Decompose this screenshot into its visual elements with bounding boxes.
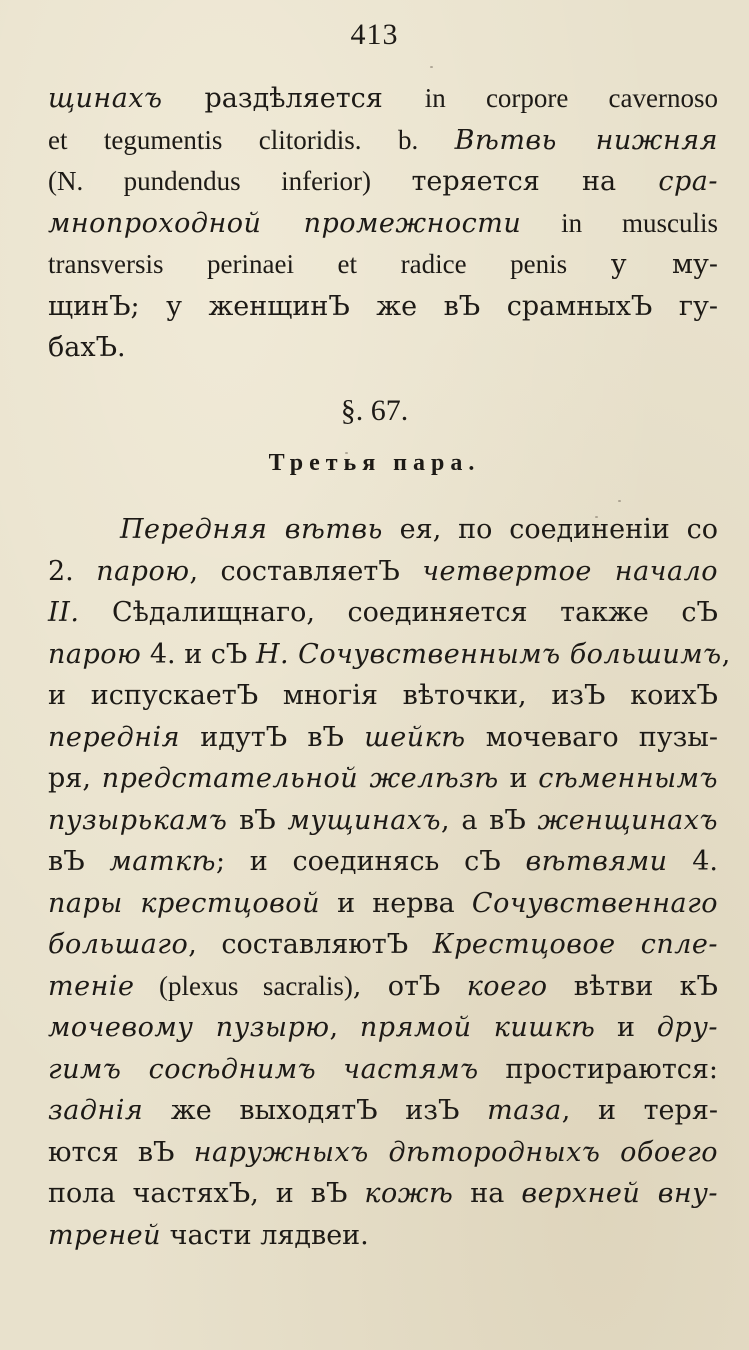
- italic-term: Вѣтвь нижняя: [454, 124, 718, 156]
- text-line: [48, 966, 718, 1008]
- text-run: вѣтви кЪ: [547, 970, 718, 1002]
- text-run: щинЪ; у женщинЪ же вЪ срамныхЪ гу-: [48, 290, 718, 322]
- section-title: Третья пара.: [268, 450, 481, 476]
- italic-term: пары крестцовой: [48, 887, 320, 919]
- italic-term: мочевому пузырю: [48, 1012, 330, 1043]
- text-line: [48, 592, 718, 634]
- text-line: [48, 161, 718, 203]
- italic-term: треней: [48, 1219, 162, 1251]
- text-run: ря,: [48, 763, 102, 794]
- text-run: ; и соединясь сЪ: [215, 846, 526, 877]
- text-line: [48, 78, 718, 120]
- italic-term: парою: [96, 555, 190, 587]
- text-line: [48, 758, 718, 800]
- paper-speck: [618, 500, 621, 502]
- italic-term: верхней вну-: [521, 1178, 718, 1209]
- text-run: , составляютЪ: [188, 929, 433, 960]
- italic-term: мущинахъ: [287, 804, 442, 836]
- text-run: части лядвеи.: [161, 1219, 369, 1251]
- text-line: [48, 327, 718, 369]
- italic-term: переднія: [48, 721, 181, 753]
- text-run: бахЪ.: [48, 332, 126, 363]
- text-run: , а вЪ: [441, 804, 538, 836]
- text-run: ются вЪ: [48, 1136, 194, 1168]
- text-line: [48, 841, 718, 883]
- italic-term: большаго: [48, 929, 189, 960]
- text-run: пола частяхЪ, и вЪ: [48, 1178, 365, 1209]
- italic-term: наружныхъ дѣтородныхъ обоего: [193, 1136, 718, 1168]
- text-run: 2.: [48, 555, 97, 587]
- text-run: же выходятЪ изЪ: [143, 1095, 488, 1126]
- text-run: и: [595, 1012, 657, 1043]
- italic-term: дру-: [656, 1012, 718, 1043]
- text-run: ,: [721, 638, 731, 670]
- text-line: [48, 203, 718, 245]
- italic-term: теніе: [48, 970, 135, 1002]
- italic-term: прямой кишкѣ: [359, 1012, 596, 1043]
- text-run: раздѣляется: [162, 83, 425, 114]
- text-line: [48, 1132, 718, 1174]
- text-line: [48, 1173, 718, 1215]
- paper-speck: [430, 66, 433, 68]
- text-run: и: [498, 763, 539, 794]
- text-line: [48, 800, 718, 842]
- italic-term: шейкѣ: [364, 721, 466, 753]
- text-line: [48, 717, 718, 759]
- page-number: 413: [350, 18, 399, 51]
- text-run: на: [453, 1178, 522, 1209]
- text-run: мочеваго пузы-: [465, 721, 719, 753]
- paragraph-third-pair: [48, 509, 731, 1256]
- text-run: и нерва: [319, 887, 472, 919]
- italic-term: заднія: [48, 1095, 144, 1126]
- text-line: [48, 1090, 718, 1132]
- italic-term: Н. Сочувственнымъ большимъ: [255, 638, 722, 670]
- text-run: простираются:: [478, 1053, 719, 1085]
- text-run: , и теря-: [561, 1095, 718, 1126]
- text-line: [48, 675, 718, 717]
- text-run: у му-: [610, 249, 719, 280]
- text-run: in corpore cavernoso: [424, 83, 718, 113]
- text-run: , отЪ: [352, 970, 467, 1002]
- italic-term: щинахъ: [48, 83, 163, 114]
- italic-term: кожѣ: [364, 1178, 454, 1209]
- text-run: Сѣдалищнаго, соединяется также сЪ: [79, 597, 718, 628]
- text-run: transversis perinaei et radice penis: [48, 249, 611, 279]
- text-line: [48, 924, 718, 966]
- text-run: вЪ: [48, 846, 110, 877]
- text-line: [48, 1215, 718, 1257]
- italic-term: II.: [48, 597, 80, 628]
- text-run: ,: [329, 1012, 360, 1043]
- text-run: , составляетЪ: [189, 555, 423, 587]
- text-run: вЪ: [227, 804, 288, 836]
- italic-term: сѣменнымъ: [538, 763, 718, 794]
- text-line: [48, 286, 718, 328]
- text-run: идутЪ вЪ: [180, 721, 365, 753]
- italic-term: сра-: [658, 166, 718, 197]
- text-run: (plexus sacralis): [134, 970, 353, 1001]
- italic-term: вѣтвями: [525, 846, 668, 877]
- text-line: [48, 1007, 718, 1049]
- text-line: [48, 120, 718, 162]
- text-line: [48, 244, 718, 286]
- italic-term: Передняя вѣтвь: [120, 514, 383, 545]
- paragraph-continued: [48, 78, 718, 369]
- paper-speck: [345, 452, 348, 454]
- italic-term: таза: [487, 1095, 562, 1126]
- text-line: [48, 1049, 718, 1091]
- text-run: 4. и сЪ: [141, 638, 256, 670]
- paper-speck: [595, 516, 598, 518]
- text-run: (N. pundendus inferior): [48, 166, 412, 196]
- italic-term: парою: [48, 638, 142, 670]
- text-line: [48, 634, 731, 676]
- text-run: теряется на: [411, 166, 659, 197]
- italic-term: четвертое начало: [422, 555, 719, 587]
- text-line: [48, 509, 718, 551]
- italic-term: женщинахъ: [537, 804, 718, 836]
- italic-term: предстательной желѣзѣ: [101, 763, 499, 794]
- text-line: [48, 883, 718, 925]
- text-run: et tegumentis clitoridis. b.: [48, 124, 455, 155]
- section-mark: §. 67.: [340, 394, 409, 427]
- text-run: ея, по соединеніи со: [382, 514, 718, 545]
- italic-term: мнопроходной промежности: [48, 207, 522, 239]
- italic-term: гимъ сосѣднимъ частямъ: [48, 1053, 479, 1085]
- italic-term: пузырькамъ: [48, 804, 228, 836]
- italic-term: Крестцовое спле-: [432, 929, 719, 960]
- text-run: и испускаетЪ многія вѣточки, изЪ коихЪ: [48, 680, 718, 711]
- text-line: [48, 551, 718, 593]
- text-run: in musculis: [521, 207, 718, 238]
- italic-term: маткѣ: [109, 846, 216, 877]
- italic-term: Сочувственнаго: [471, 887, 718, 919]
- text-run: 4.: [667, 846, 718, 877]
- italic-term: коего: [466, 970, 548, 1002]
